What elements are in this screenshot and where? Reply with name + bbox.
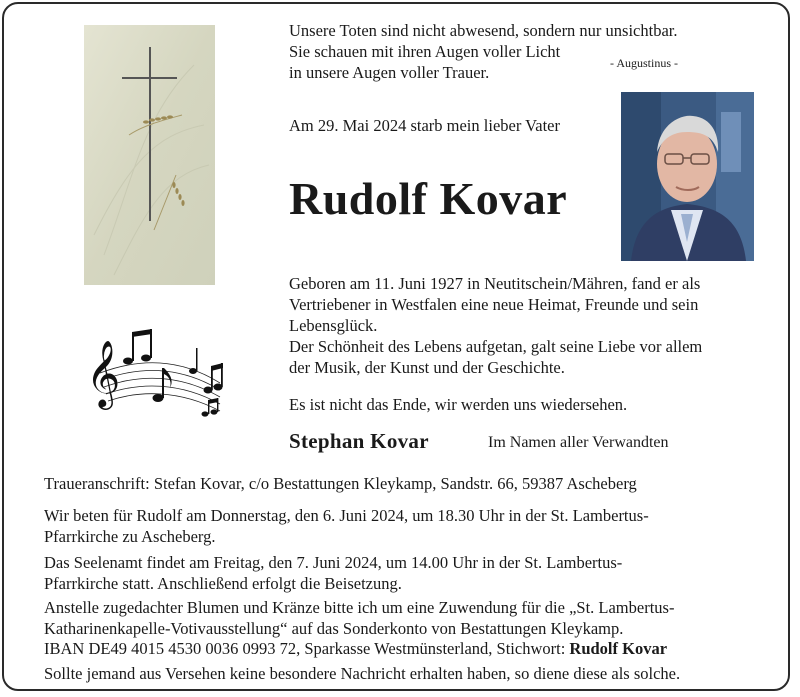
donation-paragraph bbox=[44, 598, 764, 660]
poem bbox=[289, 20, 759, 83]
poem-author: - Augustinus - bbox=[610, 56, 679, 70]
paragraph-line: Wir beten für Rudolf am Donnerstag, den 6. Juni 2024, um 18.30 Uhr in der St. Lambertus- bbox=[44, 506, 649, 525]
iban-line bbox=[44, 639, 764, 660]
death-announcement: Am 29. Mai 2024 starb mein lieber Vater bbox=[289, 116, 560, 135]
paragraph-line: Pfarrkirche statt. Anschließend erfolgt die Beisetzung. bbox=[44, 573, 402, 593]
poem-line: Unsere Toten sind nicht abwesend, sondern nur unsichtbar. bbox=[289, 21, 678, 40]
biography-line: der Musik, der Kunst und der Geschichte. bbox=[289, 358, 565, 377]
biography-line: Geboren am 11. Juni 1927 in Neutitschein/Mähren, fand er als bbox=[289, 274, 701, 293]
paragraph-line: Das Seelenamt findet am Freitag, den 7. Juni 2024, um 14.00 Uhr in der St. Lambertus- bbox=[44, 553, 623, 572]
biography bbox=[289, 273, 764, 378]
biography-line: Vertriebener in Westfalen eine neue Heimat, Freunde und sein bbox=[289, 295, 699, 314]
closing-note: Sollte jemand aus Versehen keine besondere Nachricht erhalten haben, so diene diese als solche. bbox=[44, 664, 681, 683]
paragraph-line: Pfarrkirche zu Ascheberg. bbox=[44, 526, 216, 546]
signer-name: Stephan Kovar bbox=[289, 429, 429, 453]
poem-line: in unsere Augen voller Trauer. bbox=[289, 63, 490, 82]
prayer-paragraph bbox=[44, 506, 764, 547]
biography-line: Der Schönheit des Lebens aufgetan, galt seine Liebe vor allem bbox=[289, 337, 703, 356]
paragraph-line: Anstelle zugedachter Blumen und Kränze bitte ich um eine Zuwendung für die „St. Lambertus- bbox=[44, 598, 675, 617]
requiem-paragraph bbox=[44, 553, 764, 594]
iban-text: IBAN DE49 4015 4530 0036 0993 72, Sparkasse Westmünsterland, Stichwort: bbox=[44, 639, 570, 658]
iban-keyword: Rudolf Kovar bbox=[569, 639, 668, 658]
svg-text:𝄞: 𝄞 bbox=[86, 339, 121, 407]
portrait-photo bbox=[621, 92, 754, 261]
music-notes-icon bbox=[80, 318, 230, 428]
paragraph-line: Katharinenkapelle-Votivausstellung“ auf das Sonderkonto von Bestattungen Kleykamp. bbox=[44, 618, 624, 638]
farewell-quote: Es ist nicht das Ende, wir werden uns wiedersehen. bbox=[289, 395, 628, 414]
signer-note: Im Namen aller Verwandten bbox=[488, 434, 669, 451]
deceased-name: Rudolf Kovar bbox=[289, 173, 568, 224]
cross-with-wheat-image bbox=[84, 25, 215, 285]
mourning-address: Traueranschrift: Stefan Kovar, c/o Bestattungen Kleykamp, Sandstr. 66, 59387 Ascheberg bbox=[44, 474, 637, 493]
poem-line: Sie schauen mit ihren Augen voller Licht bbox=[289, 42, 561, 61]
biography-line: Lebensglück. bbox=[289, 316, 378, 335]
